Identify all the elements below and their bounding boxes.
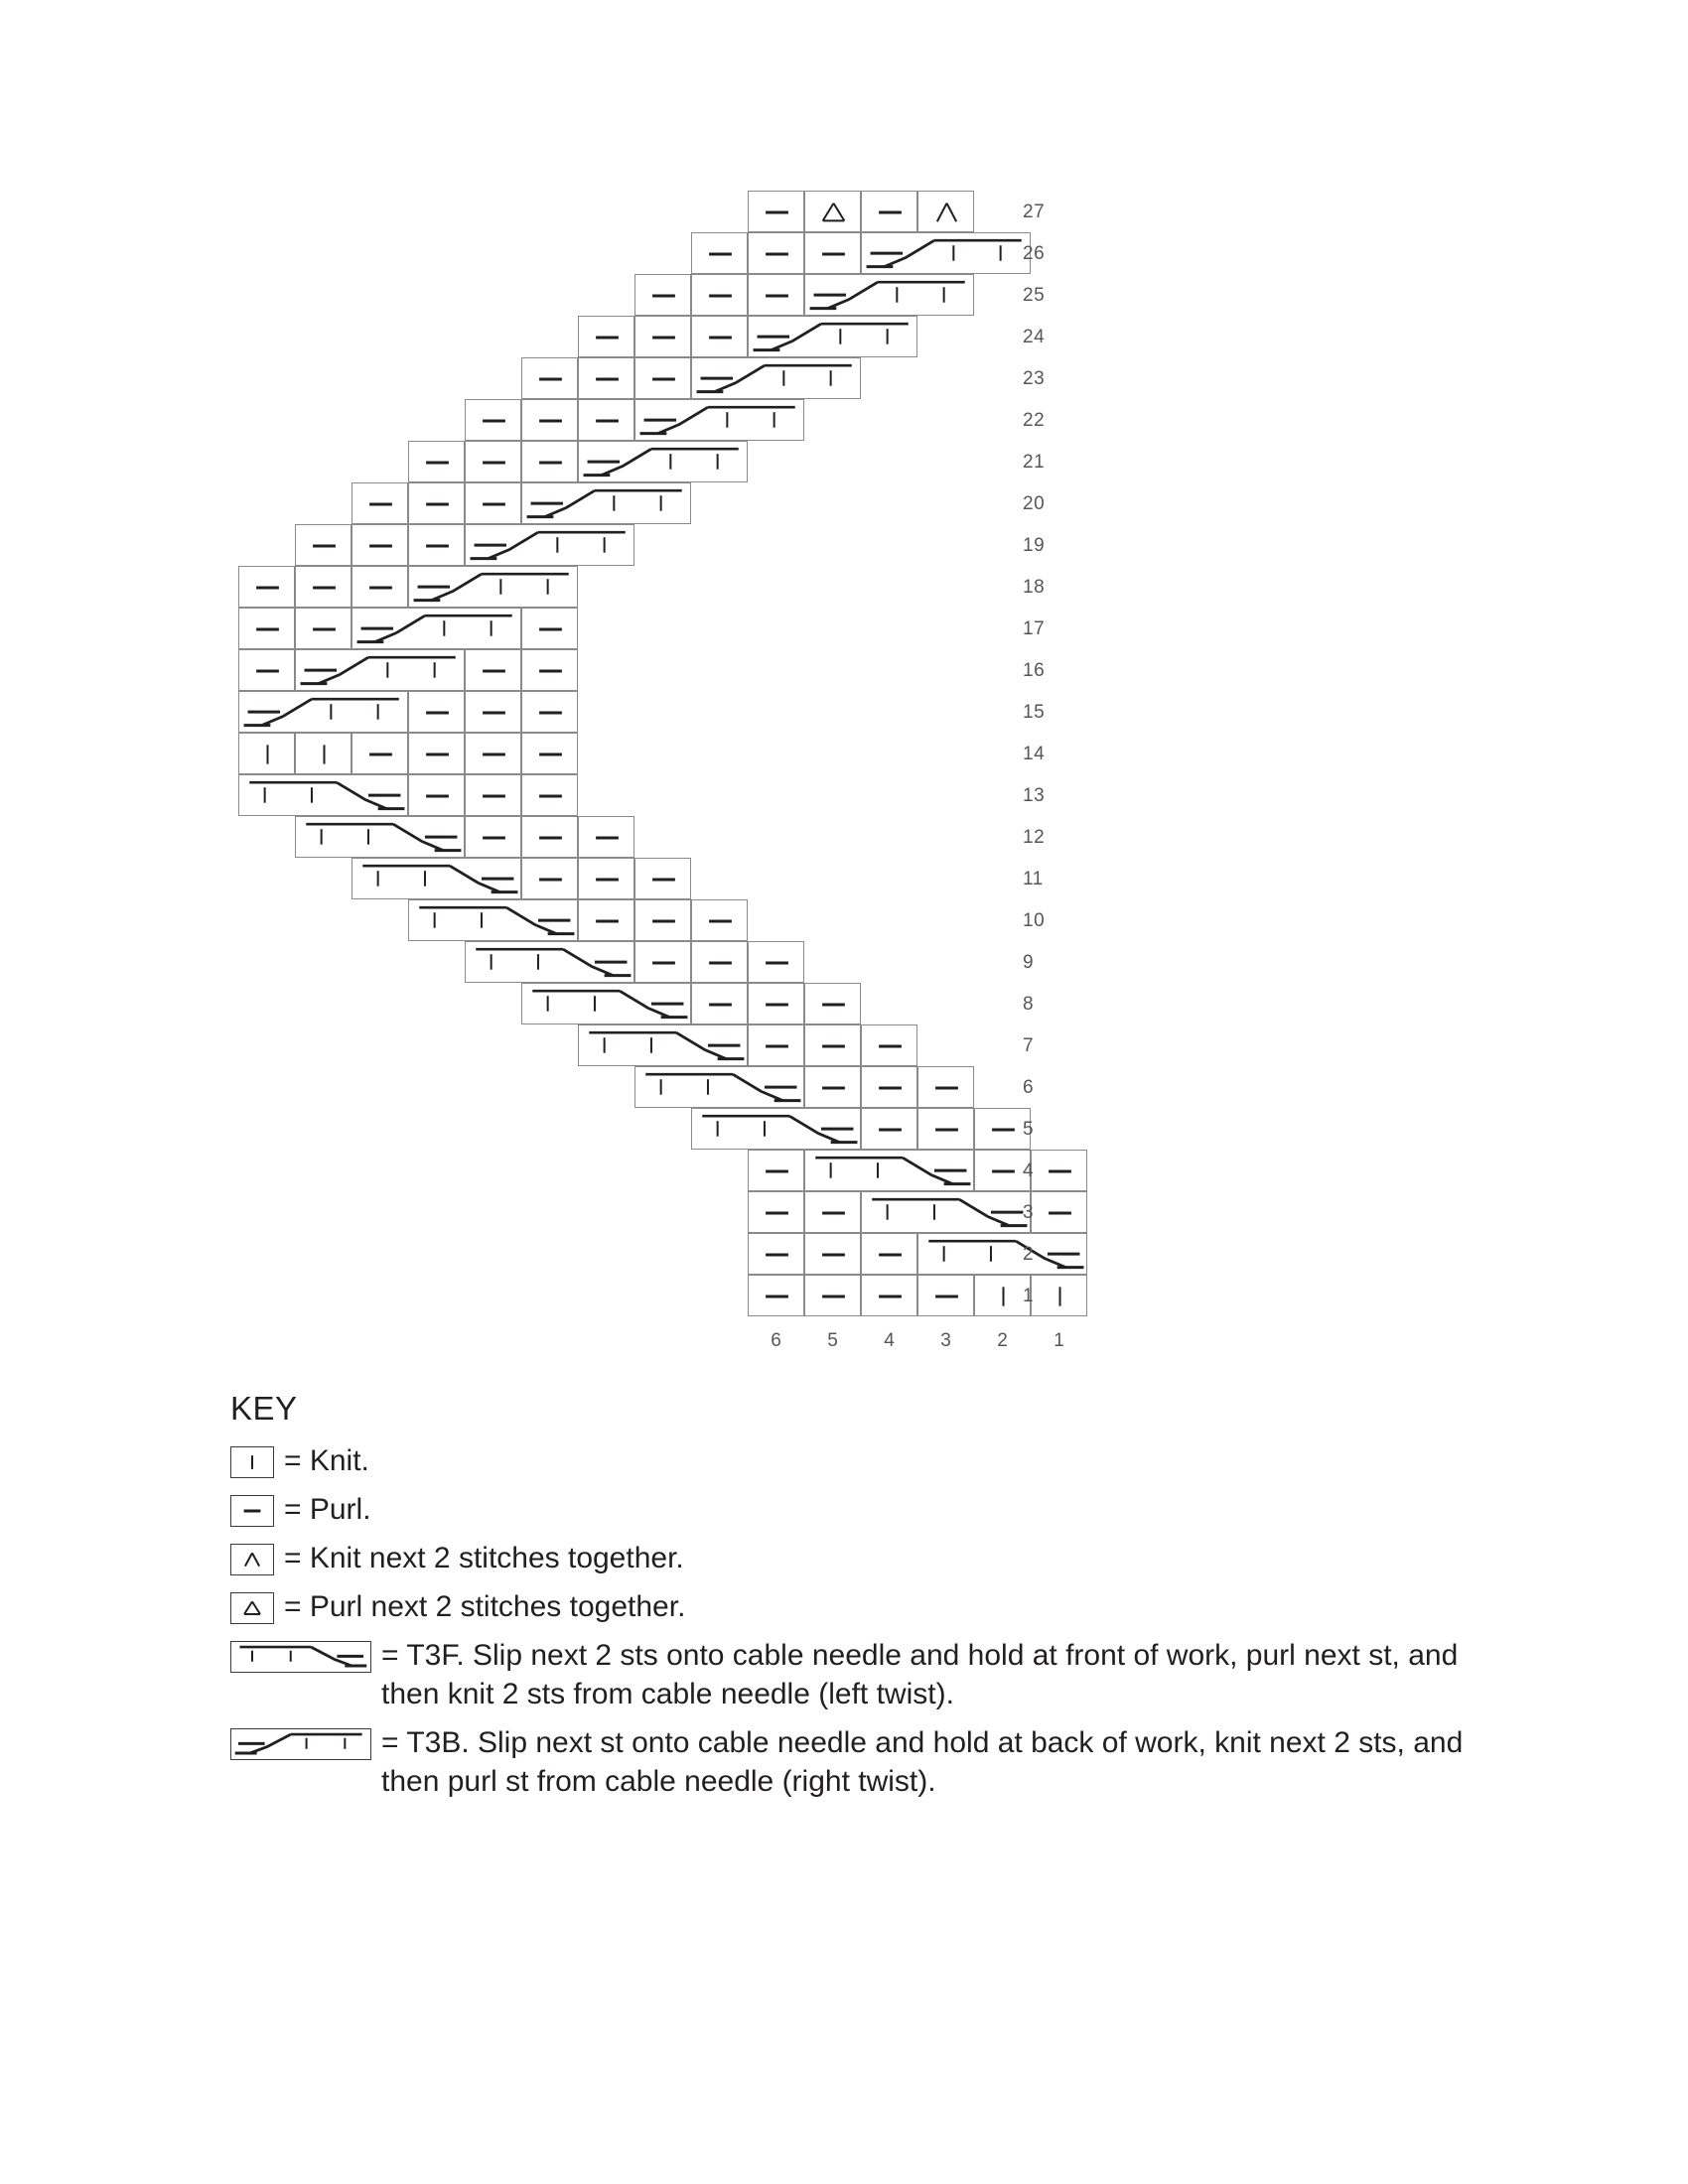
key-entry-text: = Purl. [284, 1493, 371, 1526]
chart-row [691, 232, 1031, 274]
chart-row-label: 25 [1023, 285, 1046, 306]
chart-cell-purl [352, 733, 408, 774]
chart-cell-purl [465, 399, 521, 441]
chart-row-label: 16 [1023, 660, 1046, 681]
chart-row-label: 15 [1023, 702, 1046, 723]
chart-cell-t3b [578, 441, 748, 482]
chart-cell-purl [691, 316, 748, 357]
chart-cell-purl [521, 649, 578, 691]
chart-cell-purl [804, 983, 861, 1024]
chart-cell-purl [917, 1066, 974, 1108]
chart-cell-purl [748, 983, 804, 1024]
chart-cell-purl [408, 733, 465, 774]
chart-cell-purl [861, 1275, 917, 1316]
chart-cell-t3f [238, 774, 408, 816]
chart-cell-t3b [465, 524, 634, 566]
chart-row [238, 774, 578, 816]
chart-row [521, 357, 861, 399]
chart-cell-purl [238, 608, 295, 649]
chart-row [238, 733, 578, 774]
chart-cell-purl [578, 899, 634, 941]
chart-row-label: 8 [1023, 994, 1035, 1015]
chart-cell-purl [295, 608, 352, 649]
chart-cell-t3f [634, 1066, 804, 1108]
chart-cell-k2tog [917, 191, 974, 232]
chart-row-label: 11 [1023, 869, 1044, 889]
chart-cell-t3f [691, 1108, 861, 1150]
chart-row-label: 20 [1023, 493, 1046, 514]
key-entry [230, 1441, 1481, 1480]
chart-cell-purl [578, 399, 634, 441]
chart-cell-t3b [748, 316, 917, 357]
chart-cell-purl [408, 441, 465, 482]
chart-row [352, 858, 691, 899]
chart-cell-purl [238, 566, 295, 608]
chart-cell-purl [748, 232, 804, 274]
key-entry-text: = T3B. Slip next st onto cable needle and hold at back of work, knit next 2 sts, and then purl st from cable needle (right twist). [381, 1726, 1464, 1798]
chart-cell-purl [861, 1233, 917, 1275]
chart-cell-purl [408, 774, 465, 816]
key-symbol-p2tog-icon [230, 1592, 274, 1624]
chart-cell-purl [465, 816, 521, 858]
chart-cell-purl [917, 1108, 974, 1150]
chart-row [578, 1024, 917, 1066]
chart-cell-t3b [634, 399, 804, 441]
chart-cell-purl [917, 1275, 974, 1316]
chart-cell-purl [804, 232, 861, 274]
chart-column-label: 3 [940, 1330, 951, 1351]
chart-cell-t3b [238, 691, 408, 733]
chart-cell-purl [691, 983, 748, 1024]
chart-cell-purl [804, 1191, 861, 1233]
chart-cell-purl [634, 274, 691, 316]
chart-cell-purl [691, 941, 748, 983]
chart-row [238, 608, 578, 649]
key-symbol-knit-icon [230, 1446, 274, 1478]
chart-cell-purl [521, 774, 578, 816]
chart-cell-purl [578, 816, 634, 858]
chart-cell-purl [748, 191, 804, 232]
chart-cell-purl [465, 482, 521, 524]
chart-cell-t3f [352, 858, 521, 899]
chart-cell-purl [861, 1066, 917, 1108]
chart-cell-t3f [804, 1150, 974, 1191]
chart-row [465, 941, 804, 983]
key-entry-text: = Knit next 2 stitches together. [284, 1542, 684, 1574]
chart-cell-t3b [295, 649, 465, 691]
chart-cell-knit [295, 733, 352, 774]
key-entry [230, 1539, 1481, 1577]
chart-column-label: 6 [771, 1330, 781, 1351]
chart-cell-purl [748, 941, 804, 983]
chart-cell-t3f [521, 983, 691, 1024]
chart-cell-purl [634, 316, 691, 357]
chart-key [230, 1390, 1481, 1811]
key-symbol-k2tog-icon [230, 1544, 274, 1575]
chart-cell-t3b [408, 566, 578, 608]
chart-column-label: 1 [1054, 1330, 1064, 1351]
chart-row-label: 23 [1023, 368, 1046, 389]
chart-cell-purl [521, 399, 578, 441]
chart-cell-purl [861, 191, 917, 232]
key-entry [230, 1490, 1481, 1529]
chart-cell-purl [748, 274, 804, 316]
chart-cell-purl [634, 357, 691, 399]
chart-row-label: 6 [1023, 1077, 1035, 1098]
chart-row-label: 14 [1023, 744, 1046, 764]
chart-row-label: 17 [1023, 618, 1046, 639]
chart-cell-purl [748, 1024, 804, 1066]
chart-row [352, 482, 691, 524]
chart-cell-purl [691, 274, 748, 316]
chart-cell-purl [804, 1066, 861, 1108]
chart-row [238, 566, 578, 608]
key-entry-text: = Knit. [284, 1444, 369, 1477]
chart-cell-purl [578, 357, 634, 399]
chart-cell-purl [804, 1275, 861, 1316]
chart-column-label: 5 [827, 1330, 838, 1351]
chart-cell-p2tog [804, 191, 861, 232]
chart-row-label: 26 [1023, 243, 1046, 264]
chart-row [578, 316, 917, 357]
chart-cell-purl [352, 524, 408, 566]
chart-cell-knit [238, 733, 295, 774]
chart-cell-purl [691, 899, 748, 941]
key-entry-text: = T3F. Slip next 2 sts onto cable needle and hold at front of work, purl next st, and then knit 2 sts from cable needle (left twist). [381, 1639, 1459, 1710]
chart-cell-purl [465, 774, 521, 816]
chart-cell-purl [634, 858, 691, 899]
chart-row-label: 1 [1023, 1286, 1035, 1306]
chart-cell-purl [861, 1108, 917, 1150]
chart-cell-purl [465, 649, 521, 691]
chart-cell-purl [465, 733, 521, 774]
chart-row-label: 13 [1023, 785, 1046, 806]
chart-cell-purl [521, 858, 578, 899]
chart-cell-t3b [861, 232, 1031, 274]
chart-cell-t3b [352, 608, 521, 649]
chart-column-label: 4 [884, 1330, 895, 1351]
chart-row [748, 191, 974, 232]
chart-cell-purl [238, 649, 295, 691]
chart-cell-purl [521, 357, 578, 399]
chart-cell-purl [748, 1150, 804, 1191]
chart-row [634, 274, 974, 316]
key-entry [230, 1723, 1481, 1801]
chart-row-label: 7 [1023, 1035, 1035, 1056]
chart-cell-purl [804, 1024, 861, 1066]
chart-cell-t3b [521, 482, 691, 524]
chart-row-label: 24 [1023, 327, 1046, 347]
chart-cell-purl [408, 691, 465, 733]
chart-row [408, 899, 748, 941]
chart-cell-purl [634, 899, 691, 941]
chart-cell-purl [521, 441, 578, 482]
key-entry [230, 1636, 1481, 1713]
chart-row-label: 10 [1023, 910, 1046, 931]
chart-row [238, 691, 578, 733]
key-entry [230, 1587, 1481, 1626]
chart-cell-purl [578, 316, 634, 357]
chart-cell-purl [465, 441, 521, 482]
chart-cell-purl [352, 566, 408, 608]
key-symbol-t3f-icon [230, 1641, 371, 1673]
chart-row [465, 399, 804, 441]
chart-cell-purl [748, 1233, 804, 1275]
chart-row-label: 3 [1023, 1202, 1035, 1223]
chart-row-label: 2 [1023, 1244, 1035, 1265]
chart-row [521, 983, 861, 1024]
chart-row-label: 18 [1023, 577, 1046, 598]
chart-cell-purl [465, 691, 521, 733]
chart-row [238, 649, 578, 691]
chart-cell-purl [634, 941, 691, 983]
chart-cell-t3f [295, 816, 465, 858]
chart-cell-t3f [861, 1191, 1031, 1233]
chart-cell-t3f [465, 941, 634, 983]
chart-cell-purl [861, 1024, 917, 1066]
key-entry-text: = Purl next 2 stitches together. [284, 1590, 686, 1623]
chart-row [295, 524, 634, 566]
chart-cell-t3f [578, 1024, 748, 1066]
chart-cell-t3b [804, 274, 974, 316]
chart-row-label: 19 [1023, 535, 1046, 556]
key-symbol-t3b-icon [230, 1728, 371, 1760]
chart-row [691, 1108, 1031, 1150]
key-title: KEY [230, 1390, 298, 1427]
key-entry-list [230, 1441, 1481, 1801]
chart-row-label: 27 [1023, 202, 1046, 222]
chart-cell-purl [748, 1191, 804, 1233]
chart-cell-purl [295, 566, 352, 608]
chart-row-label: 9 [1023, 952, 1035, 973]
chart-cell-purl [352, 482, 408, 524]
chart-cell-purl [295, 524, 352, 566]
chart-row-label: 5 [1023, 1119, 1035, 1140]
chart-row-label: 4 [1023, 1160, 1035, 1181]
chart-cell-purl [691, 232, 748, 274]
chart-cell-t3b [691, 357, 861, 399]
chart-cell-t3f [408, 899, 578, 941]
chart-cell-purl [521, 733, 578, 774]
chart-row-label: 12 [1023, 827, 1046, 848]
chart-cell-purl [521, 691, 578, 733]
chart-row-label: 22 [1023, 410, 1046, 431]
chart-row [295, 816, 634, 858]
chart-cell-purl [804, 1233, 861, 1275]
chart-cell-purl [408, 482, 465, 524]
chart-cell-purl [408, 524, 465, 566]
chart-column-label: 2 [997, 1330, 1008, 1351]
chart-row-label: 21 [1023, 452, 1046, 473]
key-symbol-purl-icon [230, 1495, 274, 1527]
chart-cell-purl [748, 1275, 804, 1316]
chart-cell-purl [521, 816, 578, 858]
chart-row [408, 441, 748, 482]
chart-cell-purl [578, 858, 634, 899]
chart-cell-purl [521, 608, 578, 649]
chart-row [634, 1066, 974, 1108]
